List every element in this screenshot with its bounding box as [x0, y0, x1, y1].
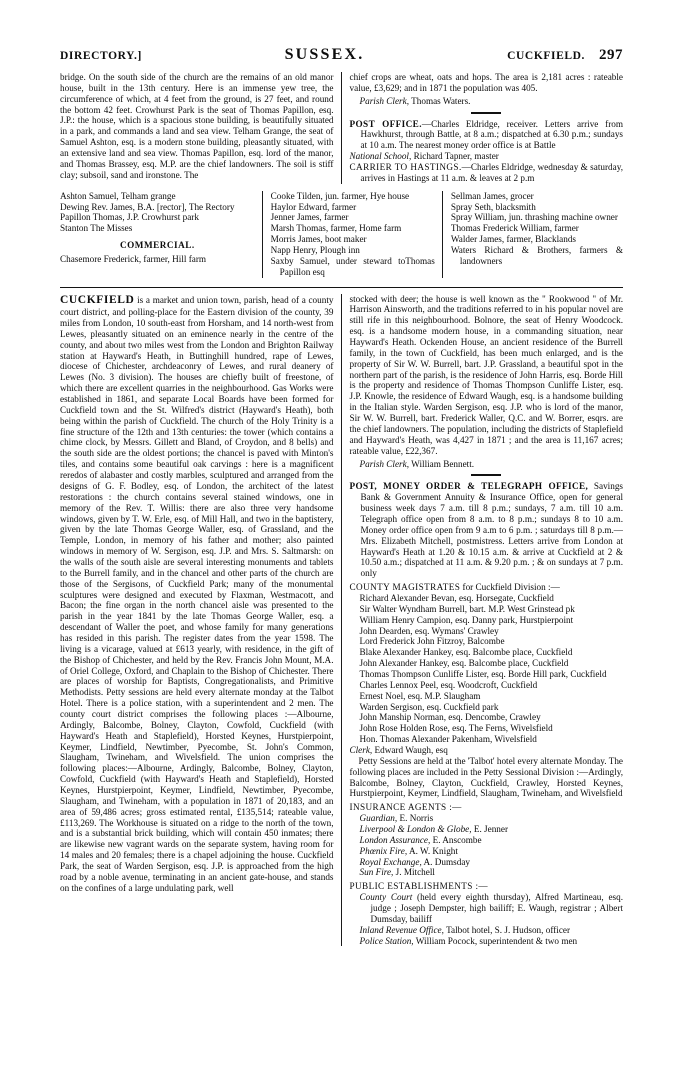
petty-sessions: Petty Sessions are held at the 'Talbot' hotel every alternate Monday. The following places are included in the Petty Sessional Division :—Ardingly, Balcombe, Bolney, Clayton, Cuckfield, Crawley, Horsted Keynes, Hurstpierpoint, Keymer, Lindfield, Slaugham, Twineham, and Wivelsfield [349, 755, 623, 799]
list-item [360, 813, 624, 824]
top-post-office [350, 119, 624, 152]
public-establishments-list [350, 892, 624, 946]
insurance-agent: E. Norris [399, 813, 434, 824]
post-office-text: —Charles Eldridge, receiver. Letters arrive from Hawkhurst, through Battle, at 8 a.m.; dispatched at 6.30 p.m.; sundays at 10 a.m. The nearest money order office is at Battle [360, 118, 623, 151]
top-national-school [350, 151, 624, 162]
top-name-lists [60, 191, 623, 278]
list-item [360, 835, 624, 846]
list-item: Walder James, farmer, Blacklands [450, 234, 576, 245]
list-item: Saxby Samuel, under steward toThomas Papillon esq [270, 255, 435, 277]
list-item [360, 824, 624, 835]
insurance-company: Royal Exchange, [359, 856, 422, 867]
list-item: Sellman James, grocer [450, 190, 534, 201]
page-number: 297 [599, 47, 623, 63]
list-item: Lord Frederick John Fitzroy, Balcombe [359, 636, 505, 647]
running-head-county: SUSSEX. [284, 46, 365, 63]
insurance-agent: A. W. Knight [408, 845, 458, 856]
list-item: Jenner James, farmer [270, 212, 349, 223]
clerk-name: Edward Waugh, esq [374, 744, 448, 755]
magistrates-intro: for Cuckfield Division :— [462, 582, 560, 593]
parish-clerk-name: William Bennett. [411, 458, 475, 469]
insurance-agent: E. Anscombe [432, 834, 482, 845]
running-head [60, 46, 623, 64]
insurance-company: London Assurance, [359, 834, 431, 845]
running-head-left: DIRECTORY.] [60, 50, 142, 62]
post-office-label: POST OFFICE. [349, 118, 422, 129]
insurance-company: Guardian, [359, 813, 398, 824]
list-item [360, 857, 624, 868]
top-carrier [350, 162, 624, 184]
running-head-place: CUCKFIELD. [507, 50, 585, 62]
list-item: Waters Richard & Brothers, farmers & landowners [450, 245, 623, 266]
list-item: Spray William, jun. thrashing machine owner [450, 212, 618, 223]
list-item: Thomas Thompson Cunliffe Lister, esq. Borde Hill park, Cuckfield [359, 668, 607, 679]
cuckfield-parish-clerk [360, 459, 624, 470]
list-item: Ashton Samuel, Telham grange [60, 190, 176, 201]
list-item: Hon. Thomas Alexander Pakenham, Wivelsfield [359, 734, 537, 745]
establishment-name: Inland Revenue Office, [359, 924, 444, 935]
section-divider-rule [471, 474, 501, 476]
private-residents-list [60, 191, 255, 234]
list-item: Haylor Edward, farmer [270, 201, 357, 212]
national-school-text: Richard Tapner, master [413, 151, 499, 162]
directory-page [0, 46, 675, 1069]
magistrates-label: COUNTY MAGISTRATES [349, 582, 461, 593]
national-school-label: National School, [349, 151, 412, 162]
parish-clerk-label: Parish Clerk, [359, 458, 410, 469]
list-item: John Rose Holden Rose, esq. The Ferns, Wivelsfield [359, 723, 553, 734]
list-item: Morris James, boot maker [270, 234, 367, 245]
top-list-column-2 [263, 191, 443, 278]
top-right-column [342, 72, 624, 184]
top-left-column [60, 72, 342, 184]
top-list-column-3 [443, 191, 623, 278]
magistrates-clerk [350, 745, 624, 756]
cuckfield-description-text: is a market and union town, parish, head of a county court district, and polling-place for the Eastern division of the county, 39 miles from London, 10 south-east from Horsham, and 14 north-west from Lewes, pleasantly situated on an eminence nearly in the centre of the county, and about two miles west from the London and Brighton Railway station at Hayward's Heath, in Buttinghill hundred, rape of Lewes, diocese of Chichester, archdeaconry of Lewes, and rural deanery of Lewes (No. 3 division). The houses are chiefly built of freestone, of which there are excellent quarries in the neighbourhood. Gas Works were established in 1861, and separate Local Boards have been formed for Cuckfield town and the St. Wilfred's district (Hayward's Heath), both being within the parish of Cuckfield. The church of the Holy Trinity is a fine structure of the 12th and 13th centuries: the tower (which contains a chime clock, by Messrs. Gillett and Bland, of Croydon, and 8 bells) and the south side are the oldest portions; the chancel is paved with Minton's tiles, and contains some beautiful oak carvings : here is a magnificent reredos of alabaster and costly marbles, sculptured and arranged from the designs of G. F. Bodley, esq. of London, the architect of the latest restorations : the church contains several stained windows, one in memory of the Rev. T. Willis: there are also three very handsome windows, given by T. W. Erle, esq. of Mill Hall, and two in the baptistery, given by the late Thomas George Waller, esq. of Grassland, and the Temple, London, in memory of his father and mother; also painted windows in memory of W. Sergison, esq. J.P. and Mrs. S. Saltmarsh: on the walls of the south aisle are several interesting monuments and tablets to the Burrell family, and in the chancel and other parts of the church are those of the Sergisons, of Cuckfield Park; many of the monumental sculptures were designed and executed by Flaxman, Westmacott, and Bacon; the fine organ in the north chancel aisle was presented to the parish in the year 1841 by the late Thomas George Waller, esq. a descendant of Waller the poet, and whose family for many generations has resided in this parish. The register dates from the year 1598. The living is a vicarage, valued at £613 yearly, with residence, in the gift of the Bishop of Chichester, and held by the Rev. Francis John Mount, M.A. of Oriel College, Oxford, and Chaplain to the Bishop of Chichester. There are places of worship for Baptists, Congregationalists, and Primitive Methodists. Petty sessions are held every alternate monday at the Talbot Hotel. There is a police station, with a superintendent and 2 men. The county court district comprises the following places :—Albourne, Ardingly, Balcombe, Bolney, Clayton, Cowfold, Cuckfield (with Hayward's Heath and Staplefield), Horsted Keynes, Hurstpierpoint, Keymer, Lindfield, Newtimber, Pyecombe, St. John's Common, Slaugham, Twineham, and Wivelsfield. The union comprises the following places:—Albourne, Ardingly, Balcombe, Bolney, Clayton, Cowfold, Cuckfield (with Hayward's Heath and Staplefield), Horsted Keynes, Hurstpierpoint, Keymer, Lindfield, Newtimber, Pyecombe, Slaugham, and Twineham, with a population in 1871 of 20,183, and an area of 59,486 acres; gross estimated rental, £135,514; rateable value, £113,269. The Workhouse is situated on a ridge to the north of the town, and is a substantial brick building, which will contain 450 inmates; there are likewise new vagrant wards on the separate system, having room for 14 males and 20 females; there is a chapel adjoining the house. Cuckfield Park, the seat of Warden Sergison, esq. J.P. is approached from the high road by a noble avenue, terminating in an ancient gate-house, and stands on the confines of a large undulating park, well [60, 294, 334, 893]
public-establishments-heading: PUBLIC ESTABLISHMENTS :— [349, 881, 489, 892]
list-item: Thomas Frederick William, farmer [450, 223, 579, 234]
list-item [360, 936, 624, 947]
parish-clerk-label: Parish Clerk, [359, 95, 410, 106]
insurance-agents-list [350, 813, 624, 878]
list-item: John Alexander Hankey, esq. Balcombe place, Cuckfield [359, 658, 569, 669]
insurance-company: Liverpool & London & Globe, [359, 824, 472, 834]
list-item: Warden Sergison, esq. Cuckfield park [359, 701, 499, 712]
insurance-agent: E. Jenner [473, 824, 509, 834]
list-item [360, 867, 624, 878]
cuckfield-description [60, 294, 334, 894]
list-item: Stanton The Misses [60, 223, 133, 234]
list-item: Ernest Noel, esq. M.P. Slaugham [359, 690, 481, 701]
parish-separator-rule [60, 287, 623, 288]
insurance-company: Sun Fire, [359, 867, 394, 878]
top-right-prose: chief crops are wheat, oats and hops. The area is 2,181 acres : rateable value, £3,629; and in 1871 the population was 405. [349, 72, 623, 93]
establishment-name: Police Station, [359, 935, 414, 946]
list-item: Blake Alexander Hankey, esq. Balcombe place, Cuckfield [359, 647, 573, 658]
list-item: John Dearden, esq. Wymans' Crawley [359, 625, 499, 636]
post-office-text: Savings Bank & Government Annuity & Insurance Office, open for general business week days 7 a.m. till 8 p.m.; sundays, 7 a.m. till 10 a.m. Telegraph office open from 8 a.m. to 8 p.m.; sundays 8 to 10 a.m. Money order office open from 9 a.m to 6 p.m. ; saturdays till 8 p.m.—Mrs. Elizabeth Mitchell, postmistress. Letters arrive from London at Hayward's Heath at 1.20 & 10.15 a.m. & arrive at Cuckfield at 2 & 10.50 a.m.; dispatched at 11 a.m. & 9.20 p.m. ; & on sundays at 7 p.m. only [360, 481, 623, 579]
list-item [360, 846, 624, 857]
insurance-agents-heading: INSURANCE AGENTS :— [349, 802, 462, 813]
establishment-detail: (held every eighth thursday), Alfred Martineau, esq. judge ; Joseph Dempster, high bailiff; E. Waugh, registrar ; Albert Dumsday, bailiff [370, 892, 624, 924]
cuckfield-entry [60, 294, 623, 947]
magistrates-heading [350, 582, 624, 593]
list-item: Napp Henry, Plough inn [270, 245, 360, 256]
list-item: William Henry Campion, esq. Danny park, Hurstpierpoint [359, 614, 574, 625]
magistrates-list [350, 593, 624, 745]
carrier-label: CARRIER TO HASTINGS. [349, 162, 462, 173]
list-item [360, 925, 624, 936]
list-item: Papillon Thomas, J.P. Crowhurst park [60, 212, 199, 223]
parish-clerk-name: Thomas Waters. [411, 95, 471, 106]
running-head-right [507, 47, 623, 64]
insurance-agent: A. Dumsday [423, 856, 470, 867]
section-divider-rule [471, 112, 501, 114]
top-parish-clerk [360, 96, 624, 107]
cuckfield-right-column [342, 294, 624, 947]
list-item: Sir Walter Wyndham Burrell, bart. M.P. West Grinstead pk [359, 603, 575, 614]
cuckfield-left-column [60, 294, 342, 947]
insurance-agent: J. Mitchell [395, 867, 435, 878]
clerk-label: Clerk, [349, 744, 373, 755]
carrier-text: —Charles Eldridge, wednesday & saturday, arrives in Hastings at 11 a.m. & leaves at 2 p.m [360, 162, 623, 183]
establishment-detail: William Pocock, superintendent & two men [415, 935, 578, 946]
top-left-prose: bridge. On the south side of the church are the remains of an old manor house, built in the 13th century. Here is an immense yew tree, the circumference of which, at 4 feet from the ground, is 27 feet, and round the bottom 42 feet. Crowhurst Park is the seat of Thomas Papillon, esq. J.P.: the house, which is a spacious stone building, is beautifully situated in a park, and commands a land and sea view. Telham Grange, the seat of Samuel Ashton, esq. is a modern stone building, pleasantly situated, with an extensive land and sea view. Thomas Papillon, esq. lord of the manor, and Thomas Brassey, esq. M.P. are the chief landowners. The soil is stiff clay; subsoil, sand and ironstone. The [60, 72, 334, 180]
list-item: John Manship Norman, esq. Dencombe, Crawley [359, 712, 541, 723]
establishment-detail: Talbot hotel, S. J. Hudson, officer [446, 924, 571, 935]
list-item: Spray Seth, blacksmith [450, 201, 536, 212]
list-item: Richard Alexander Bevan, esq. Horsegate, Cuckfield [359, 592, 554, 603]
top-list-column-1 [60, 191, 263, 278]
cuckfield-headword: CUCKFIELD [60, 293, 135, 306]
cuckfield-post-office [350, 481, 624, 579]
establishment-name: County Court [359, 892, 413, 903]
list-item [360, 892, 624, 925]
post-office-label: POST, MONEY ORDER & TELEGRAPH OFFICE, [349, 481, 589, 492]
list-item: Chasemore Frederick, farmer, Hill farm [60, 254, 207, 265]
list-item: Cooke Tilden, jun. farmer, Hye house [270, 190, 410, 201]
list-item: Dewing Rev. James, B.A. [rector], The Rectory [60, 201, 235, 212]
list-item: Marsh Thomas, farmer, Home farm [270, 223, 402, 234]
cuckfield-description-cont: stocked with deer; the house is well known as the " Rookwood " of Mr. Harrison Ainsworth, and the traditions referred to in his popular novel are still rife in this neighbourhood. Bolnore, the seat of Henry Woodcock. esq. is a handsome modern house, in a commanding situation, near Hayward's Heath. Ockenden House, an ancient residence of the Burrell family, in the town of Cuckfield, has been much enlarged, and is the property of Sir W. W. Burrell, bart. J.P. Grassland, a beautiful spot in the northern part of the parish, is the residence of John Harris, esq. Borde Hill is the property and residence of Thomas Thompson Cunliffe Lister, esq. J.P. Knowle, the residence of Edward Waugh, esq. is a handsome building in the Italian style. Warden Sergison, esq. J.P. who is lord of the manor, Sir W. W. Burrell, bart. Frederick Waller, Q.C. and W. Borrer, esqrs. are the chief landowners. The population, including the districts of Staplefield and Hayward's Heath, was 4,427 in 1871 ; and the area is 11,167 acres; rateable value, £22,367. [349, 293, 623, 456]
commercial-heading: COMMERCIAL. [120, 240, 195, 251]
list-item: Charles Lennox Peel, esq. Woodcroft, Cuckfield [359, 679, 538, 690]
top-section [60, 72, 623, 184]
insurance-company: Phœnix Fire, [359, 845, 408, 856]
